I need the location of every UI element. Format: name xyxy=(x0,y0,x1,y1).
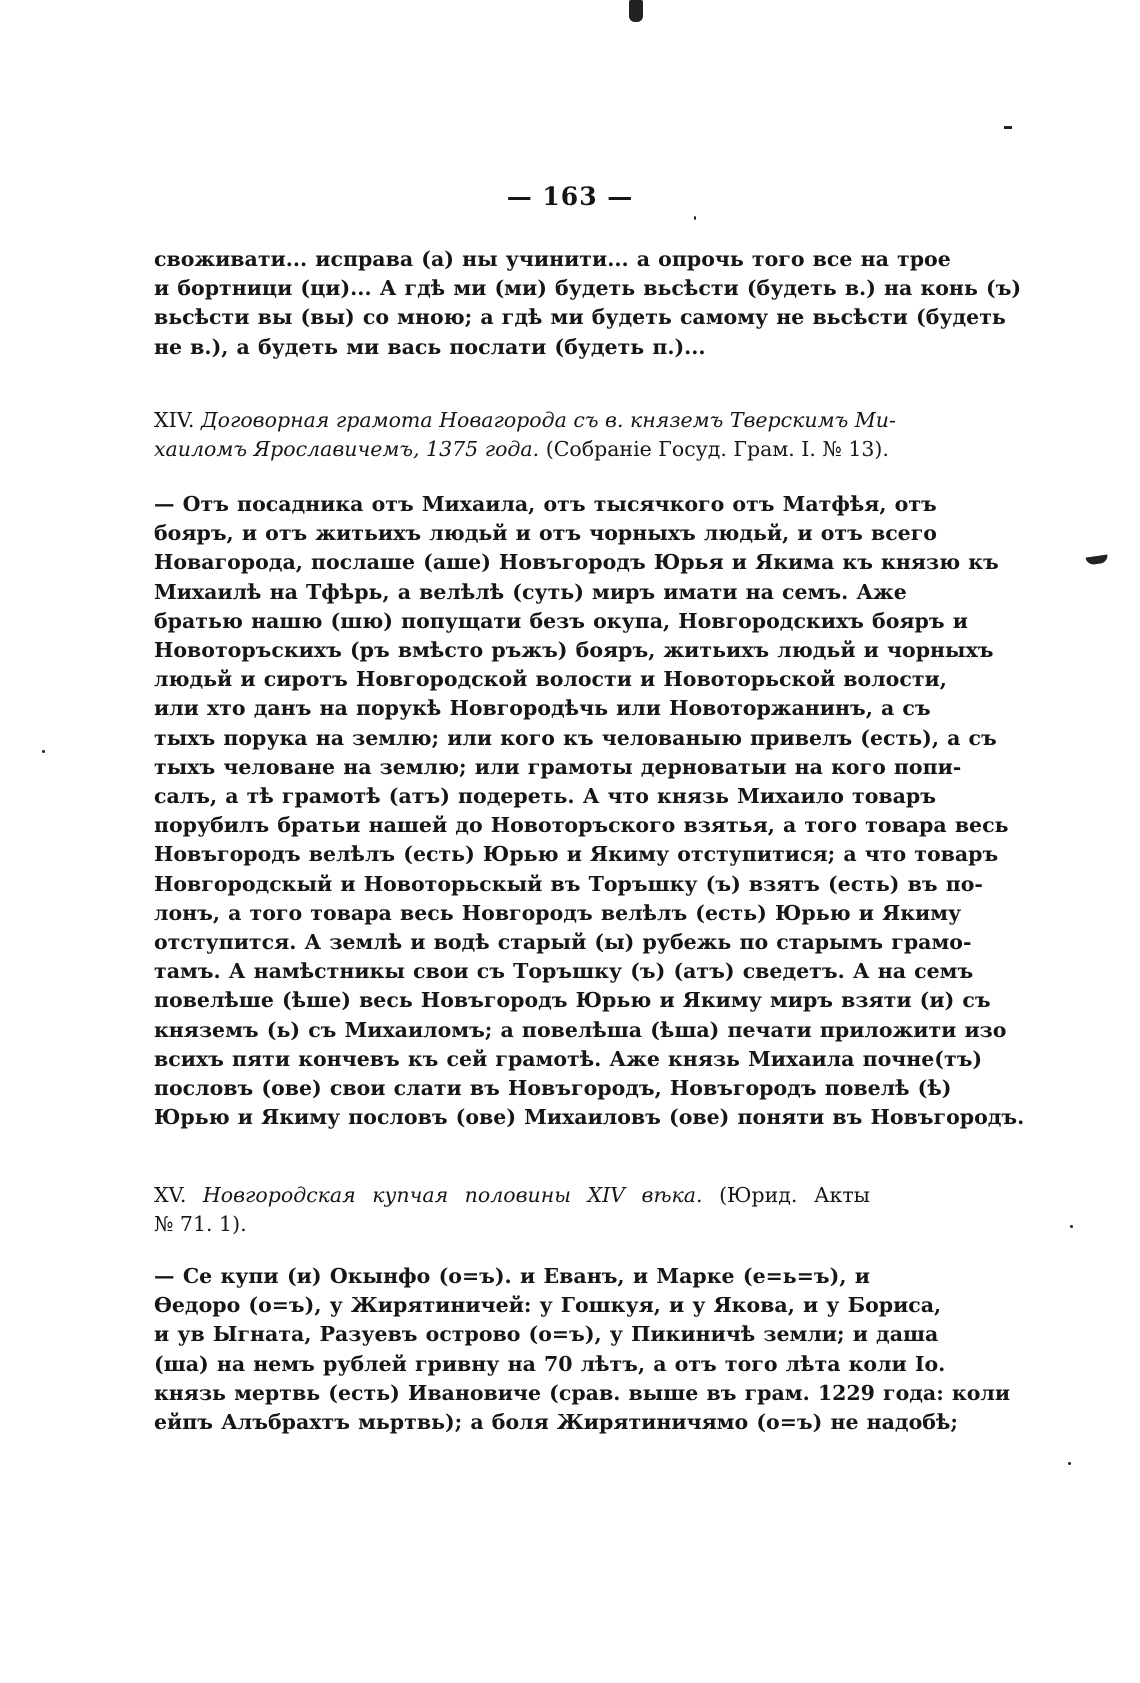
print-speck xyxy=(1068,1462,1071,1465)
text-line: всихъ пяти кончевъ къ сей грамотѣ. Аже князь Михаила почне(тъ) xyxy=(154,1046,983,1071)
text-line: (ша) на немъ рублей гривну на 70 лѣтъ, а отъ того лѣта коли Іо. xyxy=(154,1351,946,1376)
text-line: — Се купи (и) Окынфо (о=ъ). и Еванъ, и Марке (е=ь=ъ), и xyxy=(154,1264,870,1288)
text-line: Михаилѣ на Тфѣрь, а велѣлѣ (суть) миръ имати на семъ. Аже xyxy=(154,579,907,604)
text-line: и ув Ыгната, Разуевъ острово (о=ъ), у Пикиничѣ земли; и даша xyxy=(154,1322,939,1347)
text-line: Өедоро (о=ъ), у Жирятиничей: у Гошкуя, и у Якова, и у Бориса, xyxy=(154,1293,942,1318)
section-heading-xv xyxy=(154,1181,870,1239)
section-numeral: XV. xyxy=(154,1183,187,1207)
text-line: братью нашю (шю) попущати безъ окупа, Новгородскихъ бояръ и xyxy=(154,608,968,633)
text-line: тыхъ человане на землю; или грамоты дерноватыи на кого попи- xyxy=(154,754,962,779)
text-line: повелѣше (ѣше) весь Новъгородъ Юрью и Якиму миръ взяти (и) съ xyxy=(154,988,991,1013)
text-line: Новъгородъ велѣлъ (есть) Юрью и Якиму отступитися; а что товаръ xyxy=(154,842,999,867)
text-line: людьй и сиротъ Новгородской волости и Новоторьской волости, xyxy=(154,667,947,692)
section-source: (Юрид. Акты xyxy=(719,1183,870,1207)
print-blot xyxy=(629,0,643,22)
text-line: тыхъ порука на землю; или кого къ челованыю привелъ (есть), а съ xyxy=(154,725,997,750)
print-speck xyxy=(1004,126,1012,129)
text-line: тамъ. А намѣстникы свои съ Торъшку (ъ) (атъ) сведетъ. А на семъ xyxy=(154,959,974,984)
text-line: Новагорода, послаше (аше) Новъгородъ Юрья и Якима къ князю къ xyxy=(154,550,999,575)
text-line: или хто данъ на порукѣ Новгородѣчь или Новоторжанинъ, а съ xyxy=(154,696,931,721)
print-speck xyxy=(1070,1225,1073,1228)
section-title: Договорная грамота Новагорода съ в. княземъ Тверскимъ Ми- xyxy=(200,408,896,432)
text-line: не в.), а будеть ми вась послати (будеть п.)... xyxy=(154,334,706,359)
section-numeral: XIV. xyxy=(154,408,195,432)
text-line: Новоторъскихъ (ръ вмѣсто ръжъ) бояръ, житьихъ людьй и чорныхъ xyxy=(154,638,994,663)
print-speck xyxy=(42,750,45,753)
section-source: № 71. 1). xyxy=(154,1212,247,1237)
heading-line xyxy=(154,435,889,464)
text-line: княземъ (ь) съ Михаиломъ; а повелѣша (ѣша) печати приложити изо xyxy=(154,1017,1007,1042)
section-source: (Собраніе Госуд. Грам. I. № 13). xyxy=(545,437,889,462)
text-line: порубилъ братьи нашей до Новоторъского взятья, а того товара весь xyxy=(154,813,1009,838)
section-title: Новгородская купчая половины XIV вѣка. xyxy=(202,1183,703,1207)
heading-line xyxy=(154,1210,870,1239)
intro-paragraph xyxy=(154,245,1022,362)
heading-line xyxy=(154,406,896,435)
text-line: своживати... исправа (а) ны учинити... а опрочь того все на трое xyxy=(154,247,951,271)
print-blot xyxy=(1086,555,1109,566)
section-body-xv xyxy=(154,1262,1011,1437)
print-speck xyxy=(694,216,696,220)
section-body-xiv xyxy=(154,490,1025,1132)
text-line: отступится. А землѣ и водѣ старый (ы) рубежь по старымъ грамо- xyxy=(154,930,972,955)
text-line: лонъ, а того товара весь Новгородъ велѣлъ (есть) Юрью и Якиму xyxy=(154,900,962,925)
section-title: хаиломъ Ярославичемъ, 1375 года. xyxy=(154,437,540,462)
text-line: вьсѣсти вы (вы) со мною; а гдѣ ми будеть самому не вьсѣсти (будеть xyxy=(154,305,1006,330)
text-line: ейпъ Алъбрахтъ мьртвь); а боля Жирятиничямо (о=ъ) не надобѣ; xyxy=(154,1410,958,1435)
text-line: бояръ, и отъ житьихъ людьй и отъ чорныхъ людьй, и отъ всего xyxy=(154,521,937,546)
heading-line xyxy=(154,1181,870,1210)
section-heading-xiv xyxy=(154,406,896,464)
text-line: — Отъ посадника отъ Михаила, отъ тысячкого отъ Матфѣя, отъ xyxy=(154,492,937,516)
text-line: князь мертвь (есть) Ивановиче (срав. выше въ грам. 1229 года: коли xyxy=(154,1380,1011,1405)
text-line: Юрью и Якиму пословъ (ове) Михаиловъ (ове) поняти въ Новъгородъ. xyxy=(154,1105,1025,1130)
text-line: Новгородскый и Новоторьскый въ Торъшку (ъ) взятъ (есть) въ по- xyxy=(154,871,983,896)
page-number: — 163 — xyxy=(506,182,634,211)
text-line: и бортници (ци)... А гдѣ ми (ми) будеть вьсѣсти (будеть в.) на конь (ъ) xyxy=(154,276,1022,301)
text-line: салъ, а тѣ грамотѣ (атъ) подереть. А что князь Михаило товаръ xyxy=(154,784,936,809)
text-line: пословъ (ове) свои слати въ Новъгородъ, Новъгородъ повелѣ (ѣ) xyxy=(154,1076,952,1101)
